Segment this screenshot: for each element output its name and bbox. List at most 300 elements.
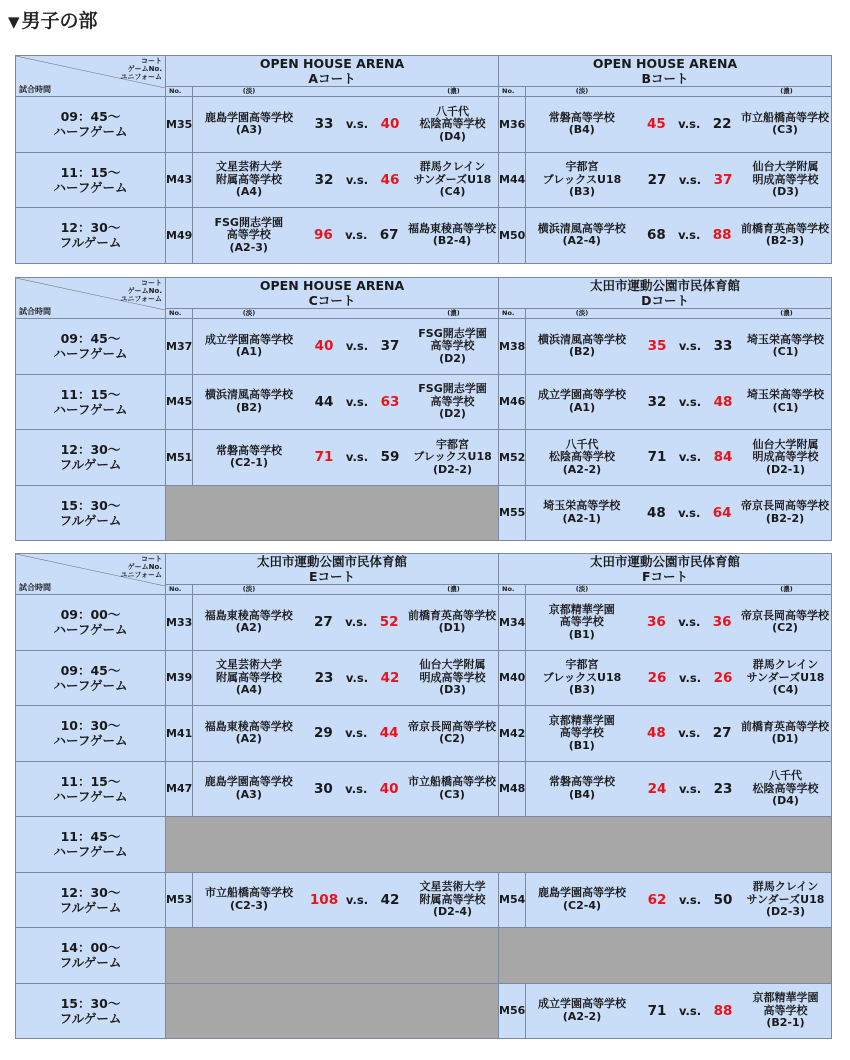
- home-team-line: 宇都宮: [565, 160, 599, 173]
- away-seed: (D3): [772, 185, 799, 198]
- versus-label: v.s.: [678, 172, 702, 187]
- table-row: [16, 706, 832, 762]
- away-seed: (C4): [772, 683, 799, 696]
- game-format: ハーフゲーム: [53, 622, 128, 638]
- away-team-line: 宇都宮: [436, 437, 469, 451]
- away-team-line: サンダーズU18: [746, 892, 825, 906]
- home-team: [526, 223, 637, 248]
- away-seed: (D2-1): [765, 462, 806, 476]
- away-team-line: 群馬クレイン: [419, 160, 486, 173]
- home-team-line: 高等学校: [226, 228, 271, 241]
- match-number: M34: [499, 595, 526, 651]
- match-number: M40: [499, 650, 526, 706]
- court-header: [499, 554, 832, 585]
- away-team-line: 帝京長岡高等学校: [408, 719, 497, 733]
- home-team: [193, 610, 304, 635]
- light-uniform-label: (淡): [242, 87, 256, 95]
- no-label: No.: [169, 87, 182, 95]
- home-seed: (B2): [235, 400, 263, 414]
- away-team-line: 仙台大学附属: [419, 658, 486, 671]
- game-no-label: ゲームNo.: [127, 65, 162, 73]
- home-seed: (A2-2): [562, 462, 602, 476]
- away-seed: (B2-2): [765, 511, 805, 525]
- match-cell: [526, 485, 832, 541]
- home-seed: (A1): [235, 345, 263, 359]
- game-format: ハーフゲーム: [53, 346, 128, 362]
- table-row: [16, 595, 832, 651]
- table-row: [16, 374, 832, 430]
- match-cell: [526, 374, 832, 430]
- venue-name: 太田市運動公園市民体育館: [590, 554, 741, 569]
- match-cell: [193, 374, 499, 430]
- match-number: M38: [499, 319, 526, 375]
- match-cell: [193, 152, 499, 208]
- home-team: [193, 161, 305, 199]
- empty-slot: [499, 928, 832, 984]
- empty-slot: [166, 928, 499, 984]
- away-team-line: 八千代: [436, 104, 469, 118]
- start-time: 11：15〜: [60, 164, 121, 180]
- home-score: 32: [647, 393, 667, 410]
- away-score: 42: [380, 669, 400, 686]
- match-cell: [526, 872, 832, 928]
- match-number: M51: [166, 430, 193, 486]
- away-team-line: 埼玉栄高等学校: [747, 388, 824, 402]
- home-team-line: 宇都宮: [565, 658, 599, 671]
- away-seed: (D2): [439, 351, 466, 365]
- away-team: [408, 610, 498, 635]
- game-format: ハーフゲーム: [53, 844, 128, 860]
- home-team-line: 成立学園高等学校: [205, 332, 293, 346]
- light-uniform-label: (淡): [575, 585, 589, 593]
- home-score: 33: [314, 116, 334, 133]
- schedule-table: [15, 553, 832, 1039]
- no-label: No.: [169, 585, 182, 593]
- match-cell: [526, 650, 832, 706]
- versus-label: v.s.: [678, 1003, 702, 1018]
- home-score: 71: [314, 449, 334, 466]
- away-team: [742, 389, 831, 414]
- venue-name: 太田市運動公園市民体育館: [257, 554, 408, 569]
- away-team-line: 仙台大学附属: [752, 437, 819, 451]
- away-seed: (C4): [439, 185, 466, 198]
- away-team-line: 松陰高等学校: [419, 117, 486, 130]
- header-corner: [16, 278, 166, 319]
- away-score: 42: [380, 891, 400, 908]
- match-number: M39: [166, 650, 193, 706]
- away-score: 48: [713, 393, 733, 410]
- away-score: 50: [713, 891, 733, 908]
- match-cell: [526, 706, 832, 762]
- match-number: M52: [499, 430, 526, 486]
- uniform-column-header: [526, 309, 832, 319]
- match-cell: [193, 872, 499, 928]
- away-team: [741, 223, 831, 248]
- versus-label: v.s.: [678, 726, 701, 741]
- away-score: 88: [712, 227, 732, 244]
- start-time: 11：15〜: [60, 386, 121, 402]
- versus-label: v.s.: [678, 228, 701, 243]
- away-team-line: FSG開志学園: [418, 382, 487, 395]
- home-team-line: 鹿島学園高等学校: [205, 110, 293, 124]
- away-seed: (C3): [439, 787, 465, 801]
- away-seed: (B2-3): [765, 234, 805, 248]
- start-time: 09：45〜: [60, 662, 121, 678]
- away-team-line: 松陰高等学校: [752, 781, 819, 795]
- away-team-line: 前橋育英高等学校: [741, 719, 830, 733]
- home-score: 62: [647, 891, 667, 908]
- header-corner: [16, 554, 166, 595]
- no-label: No.: [502, 87, 515, 95]
- away-team-line: 附属高等学校: [419, 892, 486, 906]
- match-cell: [526, 97, 832, 153]
- versus-label: v.s.: [678, 117, 701, 132]
- away-team-line: 福島東稜高等学校: [408, 221, 497, 235]
- away-team-line: 群馬クレイン: [752, 880, 819, 893]
- home-seed: (B2): [568, 345, 596, 359]
- start-time: 12：30〜: [60, 220, 121, 236]
- start-time: 14：00〜: [60, 940, 121, 956]
- table-row: [16, 650, 832, 706]
- home-score: 71: [647, 449, 667, 466]
- time-slot: [16, 374, 166, 430]
- away-seed: (D2-2): [432, 462, 473, 476]
- table-row: [16, 983, 832, 1039]
- away-team-line: 市立船橋高等学校: [741, 110, 830, 124]
- game-format: フルゲーム: [59, 955, 122, 971]
- versus-label: v.s.: [345, 615, 368, 630]
- home-team-line: 京都精華学園: [548, 713, 615, 727]
- start-time: 11：45〜: [60, 829, 121, 845]
- light-uniform-label: (淡): [242, 585, 256, 593]
- versus-label: v.s.: [345, 339, 369, 354]
- away-team-line: 京都精華学園: [752, 991, 819, 1004]
- away-team-line: 高等学校: [430, 394, 475, 408]
- home-team: [526, 389, 638, 414]
- away-team: [742, 334, 831, 359]
- home-team-line: 文星芸術大学: [216, 160, 282, 173]
- court-name: Eコート: [308, 569, 356, 584]
- venue-name: OPEN HOUSE ARENA: [259, 278, 405, 293]
- home-team: [193, 334, 305, 359]
- match-number: M45: [166, 374, 193, 430]
- uniform-column-header: [193, 585, 499, 595]
- game-format: フルゲーム: [59, 512, 122, 528]
- away-score: 22: [712, 116, 732, 133]
- away-team: [409, 439, 498, 477]
- home-team-line: 鹿島学園高等学校: [204, 775, 293, 789]
- match-number: M54: [499, 872, 526, 928]
- match-cell: [526, 761, 832, 817]
- light-uniform-label: (淡): [575, 87, 589, 95]
- away-team-line: 前橋育英高等学校: [741, 221, 830, 235]
- home-team-line: 附属高等学校: [216, 172, 282, 186]
- time-slot: [16, 761, 166, 817]
- home-score: 27: [314, 614, 333, 631]
- dark-uniform-label: (濃): [780, 585, 793, 593]
- away-score: 23: [713, 780, 733, 797]
- home-team: [193, 445, 305, 470]
- court-name: Dコート: [641, 293, 689, 308]
- home-team-line: 成立学園高等学校: [538, 388, 626, 402]
- home-team-line: 市立船橋高等学校: [205, 886, 293, 900]
- court-header: [166, 554, 499, 585]
- game-format: ハーフゲーム: [53, 733, 128, 749]
- away-score: 36: [712, 614, 732, 631]
- start-time: 09：45〜: [60, 109, 121, 125]
- court-header: [166, 278, 499, 309]
- versus-label: v.s.: [678, 670, 702, 685]
- away-score: 52: [379, 614, 399, 631]
- home-score: 48: [647, 504, 666, 521]
- no-label: No.: [502, 309, 515, 317]
- away-team: [741, 610, 831, 635]
- away-team-line: 帝京長岡高等学校: [741, 499, 830, 513]
- start-time: 11：15〜: [60, 773, 121, 789]
- home-seed: (B3): [568, 683, 596, 696]
- away-seed: (C1): [772, 400, 799, 414]
- time-slot: [16, 152, 166, 208]
- home-score: 30: [314, 780, 333, 797]
- venue-name: OPEN HOUSE ARENA: [592, 56, 738, 71]
- away-team: [409, 383, 498, 421]
- home-score: 29: [314, 725, 333, 742]
- game-format: フルゲーム: [59, 457, 122, 473]
- home-seed: (A2-2): [562, 1009, 602, 1023]
- home-seed: (C2-3): [229, 898, 268, 912]
- away-team-line: 明成高等学校: [752, 172, 819, 186]
- match-number: M47: [166, 761, 193, 817]
- away-team: [409, 328, 498, 366]
- home-seed: (C2-4): [563, 898, 602, 912]
- home-team-line: 附属高等学校: [216, 670, 282, 684]
- home-team-line: 福島東稜高等学校: [204, 608, 293, 622]
- start-time: 09：00〜: [60, 607, 121, 623]
- home-team: [193, 112, 305, 137]
- home-team: [193, 217, 304, 255]
- away-team-line: FSG開志学園: [418, 326, 487, 340]
- away-seed: (D4): [439, 129, 466, 143]
- start-time: 15：30〜: [60, 497, 121, 513]
- table-row: [16, 761, 832, 817]
- home-team: [193, 659, 305, 697]
- uniform-label: ユニフォーム: [120, 73, 162, 81]
- versus-label: v.s.: [678, 615, 701, 630]
- court-header: [499, 278, 832, 309]
- away-team-line: 埼玉栄高等学校: [747, 332, 824, 346]
- uniform-label: ユニフォーム: [120, 295, 162, 303]
- time-slot: [16, 983, 166, 1039]
- away-team: [409, 161, 498, 199]
- home-score: 71: [647, 1002, 667, 1019]
- away-score: 40: [379, 780, 399, 797]
- match-number: M33: [166, 595, 193, 651]
- home-score: 23: [314, 669, 334, 686]
- away-seed: (C2): [772, 621, 798, 635]
- away-team-line: 明成高等学校: [752, 450, 819, 463]
- away-team: [741, 500, 831, 525]
- uniform-column-header: [526, 87, 832, 97]
- table-row: [16, 817, 832, 873]
- away-team: [741, 721, 831, 746]
- match-cell: [193, 706, 499, 762]
- versus-label: v.s.: [345, 726, 368, 741]
- away-seed: (D2): [439, 407, 466, 420]
- table-row: [16, 872, 832, 928]
- away-score: 67: [379, 227, 399, 244]
- home-seed: (A3): [235, 787, 262, 801]
- home-team-line: 高等学校: [559, 615, 604, 628]
- home-score: 96: [314, 227, 333, 244]
- match-number: M44: [499, 152, 526, 208]
- no-column-header: [499, 87, 526, 97]
- court-header: [499, 56, 832, 87]
- match-number: M43: [166, 152, 193, 208]
- match-number: M49: [166, 208, 193, 264]
- game-format: フルゲーム: [59, 235, 122, 251]
- header-corner: [16, 56, 166, 97]
- match-number: M36: [499, 97, 526, 153]
- away-team: [408, 223, 498, 248]
- away-score: 46: [380, 171, 400, 188]
- start-time: 12：30〜: [60, 884, 121, 900]
- dark-uniform-label: (濃): [780, 309, 793, 317]
- table-row: [16, 928, 832, 984]
- table-row: [16, 208, 832, 264]
- away-team-line: 群馬クレイン: [752, 658, 819, 671]
- home-team-line: 京都精華学園: [548, 602, 615, 616]
- table-row: [16, 319, 832, 375]
- away-score: 37: [713, 171, 733, 188]
- court-label: コート: [141, 57, 162, 65]
- away-team: [742, 161, 831, 199]
- schedule-table: [15, 277, 832, 541]
- light-uniform-label: (淡): [242, 309, 256, 317]
- home-score: 24: [647, 780, 667, 797]
- home-seed: (A2-4): [562, 234, 601, 248]
- no-column-header: [499, 585, 526, 595]
- no-column-header: [499, 309, 526, 319]
- home-team-line: 鹿島学園高等学校: [538, 886, 627, 900]
- game-format: ハーフゲーム: [53, 401, 128, 417]
- versus-label: v.s.: [345, 450, 369, 465]
- uniform-column-header: [193, 87, 499, 97]
- home-team-line: 松陰高等学校: [549, 450, 615, 463]
- time-slot: [16, 872, 166, 928]
- home-team-line: 横浜清風高等学校: [537, 221, 626, 235]
- home-team-line: 福島東稜高等学校: [204, 719, 293, 733]
- versus-label: v.s.: [345, 781, 368, 796]
- page-title-text: 男子の部: [21, 10, 98, 32]
- away-seed: (D3): [439, 683, 466, 696]
- home-seed: (A2): [235, 732, 262, 746]
- match-cell: [193, 595, 499, 651]
- empty-slot: [166, 983, 499, 1039]
- dark-uniform-label: (濃): [447, 87, 460, 95]
- home-team: [193, 721, 304, 746]
- time-slot: [16, 208, 166, 264]
- versus-label: v.s.: [345, 228, 368, 243]
- away-score: 63: [380, 393, 400, 410]
- game-format: ハーフゲーム: [53, 124, 128, 140]
- home-team-line: 常磐高等学校: [548, 110, 615, 124]
- match-cell: [193, 319, 499, 375]
- venue-name: OPEN HOUSE ARENA: [259, 56, 405, 71]
- court-label: コート: [141, 279, 162, 287]
- home-seed: (A4): [235, 185, 263, 198]
- match-cell: [526, 152, 832, 208]
- away-seed: (B2-1): [766, 1016, 805, 1029]
- away-team-line: 市立船橋高等学校: [408, 775, 497, 789]
- court-name: Cコート: [308, 293, 356, 308]
- home-seed: (A2): [235, 621, 262, 635]
- time-slot: [16, 485, 166, 541]
- home-team: [526, 776, 638, 801]
- away-team-line: 前橋育英高等学校: [408, 608, 497, 622]
- home-seed: (A1): [568, 400, 596, 414]
- away-score: 64: [712, 504, 732, 521]
- no-column-header: [166, 309, 193, 319]
- match-number: M55: [499, 485, 526, 541]
- home-team-line: 常磐高等学校: [549, 775, 616, 789]
- start-time: 12：30〜: [60, 442, 121, 458]
- venue-name: 太田市運動公園市民体育館: [590, 278, 741, 293]
- start-time: 09：45〜: [60, 331, 121, 347]
- time-label: 試合時間: [19, 307, 51, 316]
- light-uniform-label: (淡): [575, 309, 589, 317]
- no-label: No.: [502, 585, 515, 593]
- home-team: [526, 659, 638, 697]
- match-cell: [526, 595, 832, 651]
- away-seed: (C2): [439, 732, 465, 746]
- away-team: [742, 992, 831, 1030]
- away-team-line: ブレックスU18: [413, 450, 492, 463]
- away-team: [409, 881, 498, 919]
- away-team: [742, 439, 831, 477]
- time-label: 試合時間: [19, 583, 51, 592]
- away-team-line: 帝京長岡高等学校: [741, 608, 830, 622]
- away-seed: (B2-4): [432, 234, 472, 248]
- court-name: Aコート: [308, 71, 356, 86]
- home-team-line: 高等学校: [559, 726, 604, 739]
- match-number: M41: [166, 706, 193, 762]
- empty-slot: [166, 817, 832, 873]
- home-score: 35: [647, 338, 667, 355]
- match-number: M37: [166, 319, 193, 375]
- versus-label: v.s.: [345, 892, 369, 907]
- game-format: ハーフゲーム: [53, 179, 128, 195]
- game-format: ハーフゲーム: [53, 788, 128, 804]
- away-score: 59: [380, 449, 400, 466]
- match-cell: [526, 208, 832, 264]
- time-slot: [16, 595, 166, 651]
- home-seed: (A2-1): [562, 511, 601, 525]
- away-team-line: 八千代: [769, 769, 803, 782]
- court-label: コート: [141, 555, 162, 563]
- match-number: M46: [499, 374, 526, 430]
- uniform-label: ユニフォーム: [120, 571, 162, 579]
- away-team-line: 明成高等学校: [419, 670, 486, 684]
- away-team-line: サンダーズU18: [746, 670, 825, 684]
- versus-label: v.s.: [678, 892, 702, 907]
- away-score: 26: [713, 669, 733, 686]
- triangle-down-icon: ▼: [8, 13, 20, 31]
- home-team-line: FSG開志学園: [214, 215, 283, 229]
- time-slot: [16, 97, 166, 153]
- home-team: [526, 998, 638, 1023]
- home-score: 36: [647, 614, 666, 631]
- home-team: [526, 715, 637, 753]
